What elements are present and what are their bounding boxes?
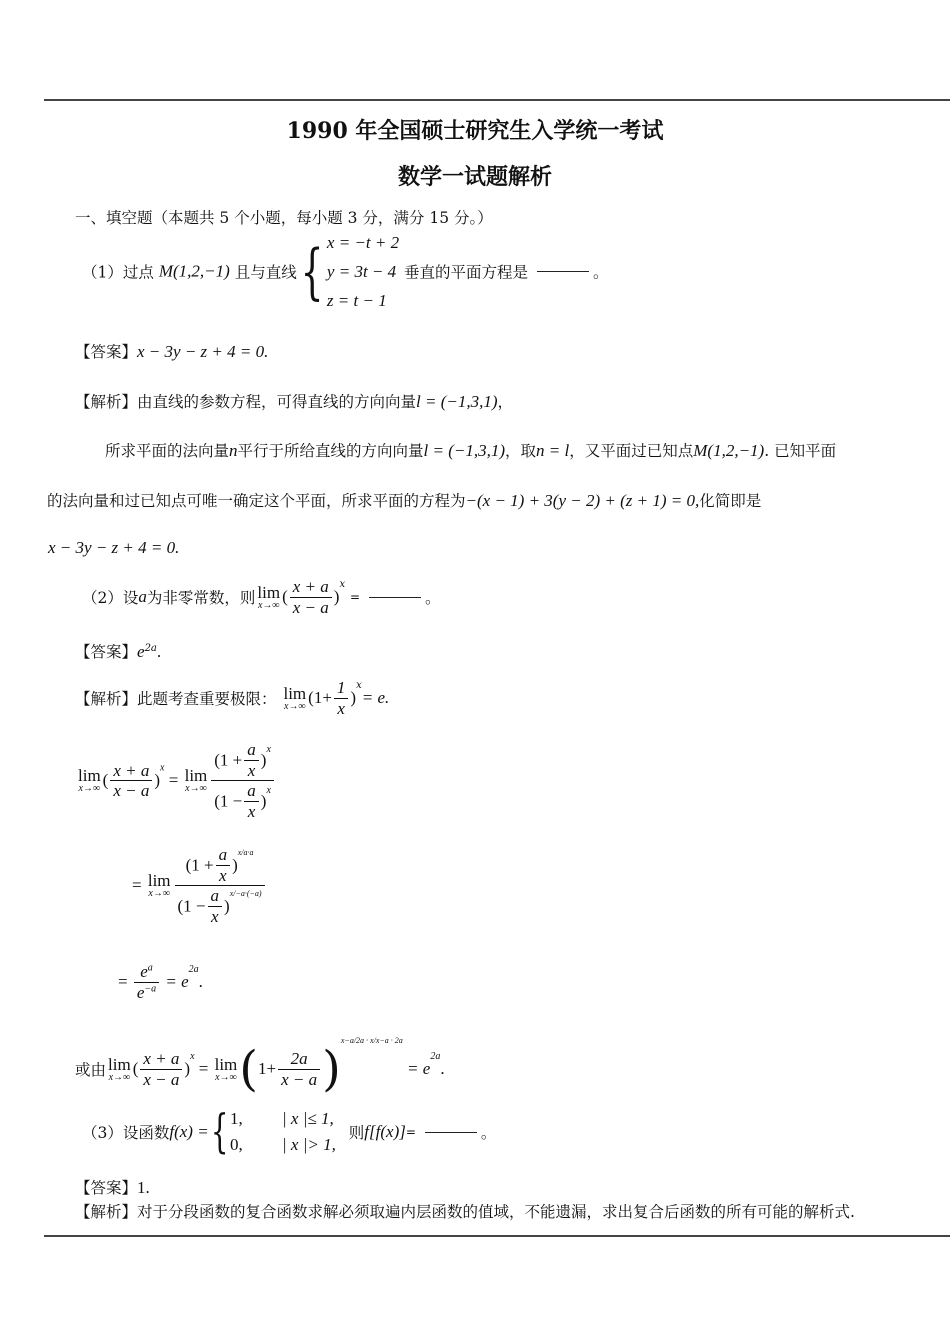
alt-prefix: 或由 [75, 1062, 107, 1080]
paren-close: ) [232, 855, 238, 875]
line-system [327, 228, 399, 315]
answer-blank [369, 597, 421, 598]
question-2 [82, 577, 441, 617]
numerator: x + a [290, 577, 332, 598]
step-2 [132, 845, 267, 926]
q1-analysis-line1 [75, 390, 513, 412]
numerator [134, 962, 159, 983]
case1-cond: | x |≤ 1, [281, 1109, 334, 1128]
section-heading: 一、填空题（本题共 5 个小题，每小题 3 分，满分 15 分。） [75, 209, 493, 227]
lim-sub: x→∞ [108, 1071, 131, 1083]
numerator: a [216, 845, 231, 866]
page-subtitle: 数学一试题解析 [397, 164, 552, 190]
one: 1 [313, 688, 323, 708]
analysis-text: 由直线的参数方程，可得直线的方向向量 [137, 393, 417, 411]
answer-dot: . [156, 642, 162, 661]
eq-x: x = −t + 2 [326, 233, 400, 252]
lim-sub: x→∞ [185, 783, 207, 795]
analysis-text: 的法向量和过已知点可唯一确定这个平面，所求平面的方程为 [47, 492, 466, 510]
q1-suffix: 垂直的平面方程是 [404, 263, 529, 282]
limit [257, 584, 280, 611]
answer-e: e [137, 642, 145, 661]
limit [108, 1056, 131, 1083]
denominator: x [247, 801, 256, 821]
e-fraction [134, 962, 159, 1002]
numerator [211, 740, 274, 781]
limit-result: = e. [361, 688, 390, 708]
exponent: x [266, 785, 271, 797]
analysis-text: ，又平面过已知点 [569, 442, 694, 460]
equals: = [168, 770, 179, 790]
paren-plus: (1 + [185, 855, 214, 875]
lim-text: lim [78, 766, 101, 786]
lim-text: lim [257, 582, 281, 602]
case-1 [230, 1106, 336, 1132]
equals: = [198, 1059, 209, 1079]
alt-derivation [75, 1036, 445, 1098]
denominator: x − a [143, 1069, 180, 1089]
answer-label: 【答案】 [75, 1179, 138, 1197]
limit [78, 767, 101, 794]
plus: + [322, 688, 332, 708]
q1-answer [75, 340, 268, 362]
case-2 [230, 1132, 336, 1158]
result-exp: 2a [188, 963, 199, 975]
q3-prefix: （3）设函数 [82, 1124, 170, 1142]
limit [185, 767, 208, 794]
lim-text: lim [108, 1054, 131, 1074]
equals: = [118, 972, 128, 992]
analysis-text: . 已知平面 [764, 442, 837, 460]
comma: ， [497, 393, 514, 411]
analysis-label: 【解析】 [75, 1203, 138, 1221]
denominator [211, 781, 274, 821]
q3-end: 。 [480, 1124, 497, 1142]
denominator: x [219, 865, 227, 885]
exponent: x [356, 680, 362, 692]
plane-equation: −(x − 1) + 3(y − 2) + (z + 1) = 0, [465, 491, 700, 510]
answer-label: 【答案】 [75, 643, 138, 661]
fraction [140, 1049, 182, 1089]
paren-close: ) [224, 896, 230, 916]
direction-vector: l = (−1,3,1) [416, 392, 498, 411]
limit [148, 872, 171, 899]
q1-analysis-line2 [105, 439, 836, 461]
one: 1 [258, 1059, 267, 1079]
lim-text: lim [147, 871, 171, 891]
paren-plus: (1 + [214, 750, 243, 770]
a-over-x [216, 845, 231, 885]
page-title: 1990 年全国硕士研究生入学统一考试 [286, 118, 664, 144]
answer-blank [425, 1132, 477, 1133]
paren-open: ( [308, 688, 314, 708]
var-a: a [138, 587, 147, 607]
q3-answer [75, 1176, 150, 1198]
denominator: x [337, 698, 345, 718]
result-e: = e [165, 972, 189, 992]
paren-close: ) [350, 688, 357, 708]
analysis-text: 所求平面的法向量 [105, 442, 230, 460]
fx: f(x) = [169, 1122, 209, 1141]
numerator: x + a [140, 1049, 182, 1070]
exponent: x [339, 579, 346, 591]
q1-result: x − 3y − z + 4 = 0. [48, 538, 180, 557]
paren-open: ( [132, 1059, 139, 1079]
paren-close: ) [154, 770, 161, 790]
paren-minus: (1 − [177, 896, 206, 916]
big-paren-open: ( [239, 1041, 259, 1098]
big-fraction [175, 845, 265, 926]
equals: = [350, 590, 361, 605]
cases [230, 1106, 336, 1158]
equals: = [132, 875, 142, 895]
answer-value: 1. [137, 1178, 150, 1197]
denominator [134, 983, 159, 1003]
case1-val: 1, [229, 1109, 243, 1128]
answer-blank [537, 271, 589, 272]
exp: a [147, 962, 153, 974]
case2-val: 0, [229, 1135, 243, 1154]
answer-label: 【答案】 [75, 343, 138, 361]
case2-cond: | x |> 1, [281, 1135, 336, 1154]
numerator [175, 845, 265, 886]
analysis-text: 对于分段函数的复合函数求解必须取遍内层函数的值域，不能遗漏，求出复合后函数的所有可能的解析式. [137, 1203, 855, 1221]
answer-exp: 2a [144, 642, 157, 654]
paren-minus: (1 − [214, 791, 243, 811]
analysis-text: 平行于所给直线的方向向量 [237, 442, 424, 460]
denominator [175, 886, 265, 926]
numerator: a [244, 740, 259, 761]
question-3 [82, 1106, 496, 1158]
exponent: x [190, 1051, 195, 1062]
q3-mid: 则 [348, 1124, 365, 1142]
denominator: x [210, 906, 219, 926]
big-fraction [211, 740, 274, 821]
q2-prefix: （2）设 [82, 589, 139, 608]
lim-sub: x→∞ [284, 700, 306, 712]
q1-analysis-line3 [47, 489, 761, 511]
paren-open: ( [282, 587, 288, 607]
eq-z: z = t − 1 [326, 291, 387, 310]
paren-open: ( [102, 770, 109, 790]
fraction [278, 1049, 320, 1089]
fraction [334, 678, 349, 718]
exponent: x/a·a [237, 847, 254, 857]
fraction [290, 577, 332, 617]
q1-end: 。 [593, 263, 609, 282]
exponent: x/−a·(−a) [229, 889, 262, 899]
q1-prefix: （1）过点 [82, 263, 154, 282]
dot: . [198, 972, 203, 992]
denominator: x − a [292, 597, 329, 617]
lim-text: lim [214, 1054, 238, 1074]
q2-analysis [75, 678, 389, 718]
a-over-x [244, 781, 259, 821]
step-1 [76, 740, 276, 821]
big-paren-close: ) [322, 1041, 341, 1098]
question-1 [82, 228, 609, 315]
known-point: M(1,2,−1) [693, 441, 765, 460]
numerator: a [244, 781, 259, 802]
fraction [110, 761, 152, 801]
limit [215, 1056, 238, 1083]
denominator: x − a [281, 1069, 318, 1089]
a-over-x [244, 740, 259, 780]
ffx: f[f(x)] [364, 1122, 406, 1141]
step-3 [118, 962, 203, 1002]
alt-result-e: = e [407, 1059, 431, 1079]
normal-n: n [229, 441, 238, 460]
bottom-rule [44, 1235, 950, 1237]
numerator: 1 [334, 678, 349, 699]
q1-point: M(1,2,−1) [158, 261, 230, 281]
q1-mid: 且与直线 [234, 263, 297, 282]
e: e [140, 962, 148, 981]
answer-value: x − 3y − z + 4 = 0. [137, 342, 269, 361]
alt-result-exp: 2a [430, 1051, 441, 1062]
q2-answer [75, 640, 161, 662]
lim-text: lim [283, 683, 307, 703]
numerator: x + a [110, 761, 152, 782]
analysis-label: 【解析】 [75, 393, 138, 411]
exp: −a [144, 982, 157, 994]
limit [283, 685, 306, 712]
top-rule [44, 99, 950, 101]
left-brace: { [210, 1104, 229, 1159]
exponent: x [266, 743, 271, 755]
exponent: x [160, 762, 165, 774]
lim-sub: x→∞ [148, 888, 170, 900]
q2-mid: 为非零常数，则 [146, 589, 256, 608]
lim-sub: x→∞ [78, 783, 101, 795]
paren-close: ) [260, 791, 267, 811]
plus: + [266, 1059, 277, 1079]
denominator: x − a [113, 781, 150, 801]
analysis-label: 【解析】 [75, 690, 138, 709]
analysis-text: 化简即是 [699, 492, 762, 510]
eq-y: y = 3t − 4 [326, 262, 397, 281]
alt-exponent: x−a/2a · x/x−a · 2a [340, 1036, 403, 1045]
lim-sub: x→∞ [215, 1071, 237, 1083]
numerator: a [208, 886, 223, 907]
q3-analysis [75, 1200, 855, 1222]
dot: . [440, 1059, 445, 1079]
paren-close: ) [333, 587, 340, 607]
numerator: 2a [278, 1049, 320, 1070]
equals: = [405, 1125, 416, 1139]
analysis-text: 此题考查重要极限： [137, 690, 277, 709]
a-over-x [208, 886, 223, 926]
analysis-text: ，取 [505, 442, 537, 460]
lim-sub: x→∞ [257, 599, 280, 611]
q2-end: 。 [425, 589, 441, 608]
denominator: x [247, 760, 256, 780]
left-brace: { [300, 236, 324, 307]
e: e [136, 982, 145, 1002]
paren-close: ) [184, 1059, 191, 1079]
lim-text: lim [184, 766, 208, 786]
direction-vector: l = (−1,3,1) [423, 441, 506, 460]
n-equals-l: n = l [536, 441, 570, 460]
paren-close: ) [260, 750, 267, 770]
